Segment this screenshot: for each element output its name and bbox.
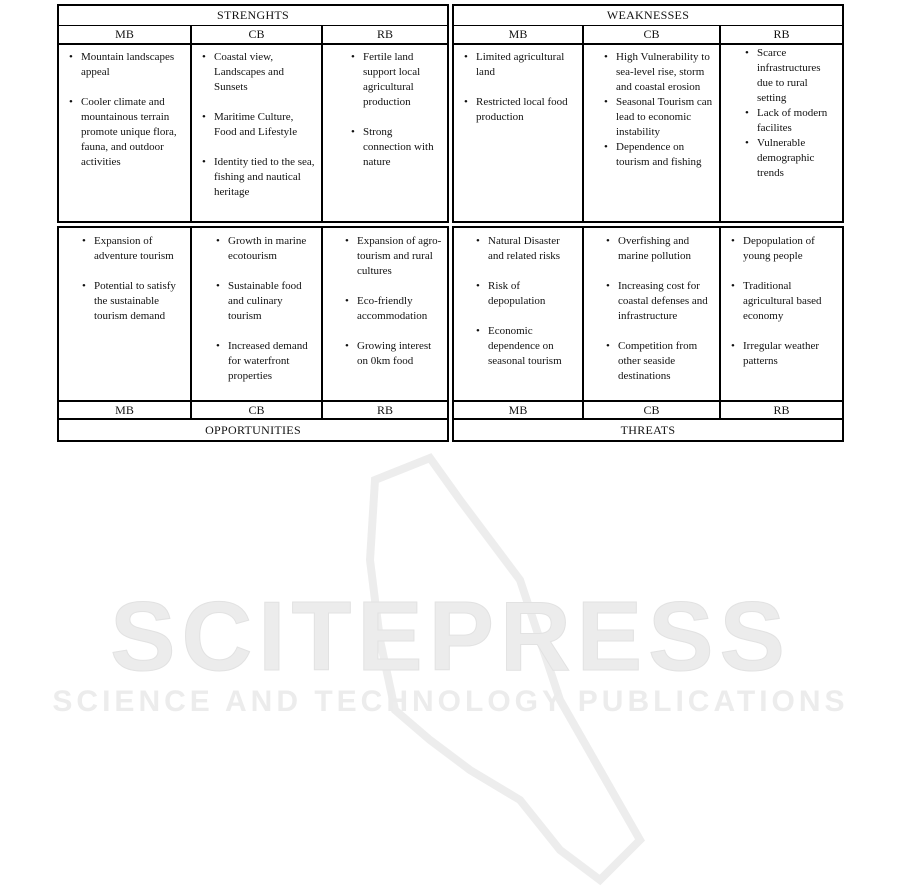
- watermark-logo-icon: [0, 440, 901, 887]
- list-item: • Fertile land support local agricultural production: [363, 50, 443, 110]
- column-header-cb: CB: [192, 26, 323, 43]
- list-item: • Maritime Culture, Food and Lifestyle: [214, 110, 317, 140]
- list-item: • Coastal view, Landscapes and Sunsets: [214, 50, 317, 95]
- list-item: • Potential to satisfy the sustainable tourism demand: [94, 279, 186, 324]
- opportunities-column-headers: [59, 400, 447, 419]
- weaknesses-title: WEAKNESSES: [454, 6, 842, 26]
- threats-rb-cell: [721, 228, 842, 401]
- opportunities-rb-cell: [323, 228, 447, 401]
- threats-title: THREATS: [454, 418, 842, 440]
- weaknesses-column-headers: [454, 26, 842, 45]
- column-header-mb: MB: [59, 402, 192, 419]
- column-header-rb: RB: [376, 403, 393, 417]
- threats-cb-cell: [584, 228, 721, 401]
- list-item: • Sustainable food and culinary tourism: [228, 279, 317, 324]
- opportunities-title: OPPORTUNITIES: [59, 418, 447, 440]
- list-item: • Increasing cost for coastal defenses and infrastructure: [618, 279, 715, 324]
- column-header-rb: RB: [773, 27, 790, 41]
- list-item: • Restricted local food production: [476, 95, 578, 125]
- opportunities-mb-cell: [59, 228, 192, 401]
- column-header-cb: CB: [584, 26, 721, 43]
- weaknesses-mb-cell: [454, 44, 584, 221]
- list-item: • Cooler climate and mountainous terrain promote unique flora, fauna, and outdoor activities: [81, 95, 186, 170]
- strengths-title: STRENGHTS: [59, 6, 447, 26]
- strengths-cb-cell: [192, 44, 323, 221]
- list-item: • Economic dependence on seasonal tourism: [488, 324, 578, 369]
- list-item: • Natural Disaster and related risks: [488, 234, 578, 264]
- list-item: • Limited agricultural land: [476, 50, 578, 80]
- list-item: • Irregular weather patterns: [743, 339, 838, 369]
- list-item: • Increased demand for waterfront properties: [228, 339, 317, 384]
- opportunities-panel: [57, 226, 449, 442]
- column-header-cb: CB: [192, 402, 323, 419]
- list-item: • Competition from other seaside destinations: [618, 339, 715, 384]
- list-item: • Dependence on tourism and fishing: [616, 140, 715, 170]
- strengths-rb-cell: [323, 44, 447, 221]
- publisher-watermark: [0, 440, 901, 887]
- list-item: • Identity tied to the sea, fishing and nautical heritage: [214, 155, 317, 200]
- weaknesses-rb-cell: [721, 44, 842, 221]
- weaknesses-panel: [452, 4, 844, 223]
- column-header-cb: CB: [584, 402, 721, 419]
- list-item: • Seasonal Tourism can lead to economic instability: [616, 95, 715, 140]
- list-item: • Expansion of agro-tourism and rural cultures: [357, 234, 443, 279]
- list-item: • Traditional agricultural based economy: [743, 279, 838, 324]
- list-item: • Lack of modern facilites: [757, 106, 838, 136]
- watermark-subtitle: SCIENCE AND TECHNOLOGY PUBLICATIONS: [52, 685, 849, 718]
- weaknesses-cb-cell: [584, 44, 721, 221]
- watermark-title: SCITEPRESS: [110, 581, 791, 691]
- list-item: • Vulnerable demographic trends: [757, 136, 838, 181]
- column-header-rb: RB: [773, 403, 790, 417]
- strengths-mb-cell: [59, 44, 192, 221]
- list-item: • Growth in marine ecotourism: [228, 234, 317, 264]
- threats-column-headers: [454, 400, 842, 419]
- list-item: • Expansion of adventure tourism: [94, 234, 186, 264]
- list-item: • Strong connection with nature: [363, 125, 443, 170]
- list-item: • Depopulation of young people: [743, 234, 838, 264]
- strengths-column-headers: [59, 26, 447, 45]
- list-item: • High Vulnerability to sea-level rise, storm and coastal erosion: [616, 50, 715, 95]
- column-header-rb: RB: [376, 27, 393, 41]
- list-item: • Growing interest on 0km food: [357, 339, 443, 369]
- list-item: • Overfishing and marine pollution: [618, 234, 715, 264]
- column-header-mb: MB: [454, 26, 584, 43]
- threats-panel: [452, 226, 844, 442]
- threats-mb-cell: [454, 228, 584, 401]
- opportunities-cb-cell: [192, 228, 323, 401]
- list-item: • Mountain landscapes appeal: [81, 50, 186, 80]
- list-item: • Risk of depopulation: [488, 279, 578, 309]
- column-header-mb: MB: [454, 402, 584, 419]
- column-header-mb: MB: [59, 26, 192, 43]
- list-item: • Eco-friendly accommodation: [357, 294, 443, 324]
- list-item: • Scarce infrastructures due to rural setting: [757, 46, 838, 106]
- strengths-panel: [57, 4, 449, 223]
